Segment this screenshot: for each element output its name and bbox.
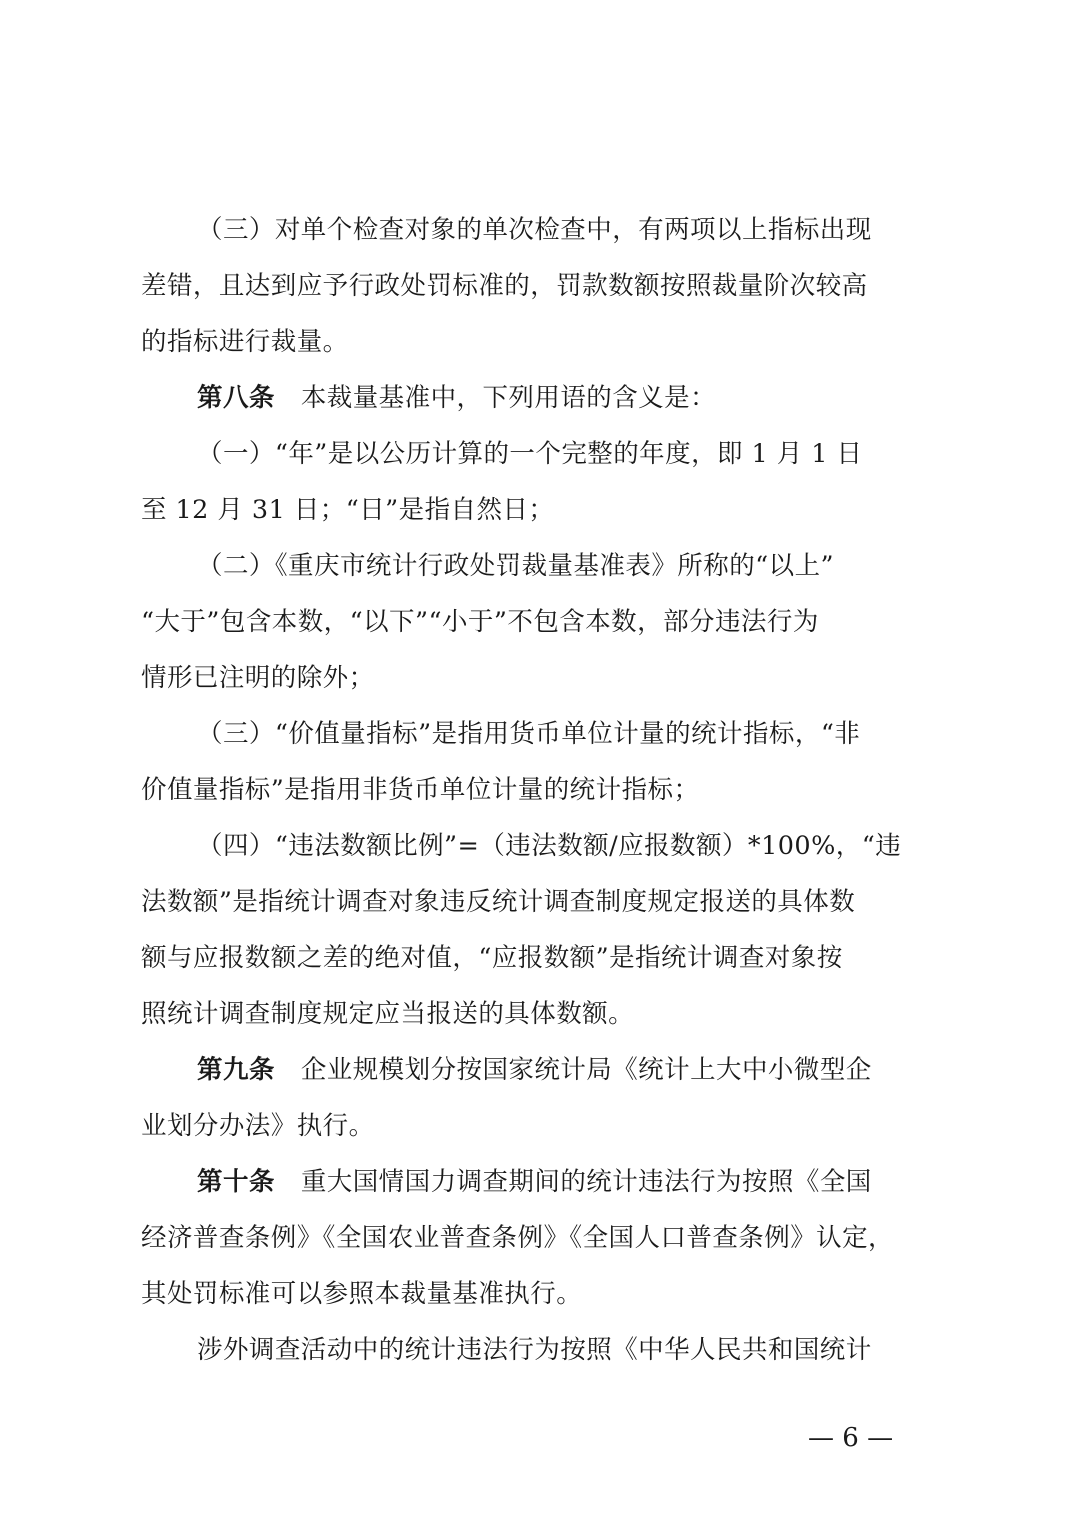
text-line: 法数额”是指统计调查对象违反统计调查制度规定报送的具体数 [141, 887, 856, 917]
text-line: 价值量指标”是指用非货币单位计量的统计指标； [141, 775, 700, 805]
article-8-label: 第八条 [197, 383, 275, 413]
article-9-line [141, 1042, 941, 1098]
page-number: — 6 — [808, 1423, 894, 1453]
document-body [141, 202, 941, 1378]
text-line: 照统计调查制度规定应当报送的具体数额。 [141, 999, 635, 1029]
article-10-text: 重大国情国力调查期间的统计违法行为按照《全国 [300, 1167, 872, 1197]
text-line: 情形已注明的除外； [141, 663, 375, 693]
article-9-label: 第九条 [197, 1055, 275, 1085]
text-line: 额与应报数额之差的绝对值，“应报数额”是指统计调查对象按 [141, 943, 843, 973]
article-8-line [141, 370, 941, 426]
text-line: 涉外调查活动中的统计违法行为按照《中华人民共和国统计 [197, 1335, 872, 1365]
article-10-label: 第十条 [197, 1167, 275, 1197]
text-line: 经济普查条例》《全国农业普查条例》《全国人口普查条例》认定， [141, 1223, 895, 1253]
article-10-line [141, 1154, 941, 1210]
text-line: “大于”包含本数，“以下”“小于”不包含本数，部分违法行为 [141, 607, 819, 637]
text-line: 的指标进行裁量。 [141, 327, 349, 357]
text-line: （一）“年”是以公历计算的一个完整的年度，即 1 月 1 日 [197, 439, 863, 469]
article-8-text: 本裁量基准中，下列用语的含义是： [300, 383, 717, 413]
text-line: 业划分办法》执行。 [141, 1111, 375, 1141]
text-line: （三）对单个检查对象的单次检查中，有两项以上指标出现 [197, 215, 872, 245]
text-line: 差错，且达到应予行政处罚标准的，罚款数额按照裁量阶次较高 [141, 271, 868, 301]
text-line: （四）“违法数额比例”=（违法数额/应报数额）*100%，“违 [197, 831, 902, 861]
article-9-text: 企业规模划分按国家统计局《统计上大中小微型企 [300, 1055, 872, 1085]
text-line: （二）《重庆市统计行政处罚裁量基准表》所称的“以上” [197, 551, 835, 581]
text-line: 其处罚标准可以参照本裁量基准执行。 [141, 1279, 583, 1309]
text-line: （三）“价值量指标”是指用货币单位计量的统计指标，“非 [197, 719, 861, 749]
text-line: 至 12 月 31 日；“日”是指自然日； [141, 495, 555, 525]
